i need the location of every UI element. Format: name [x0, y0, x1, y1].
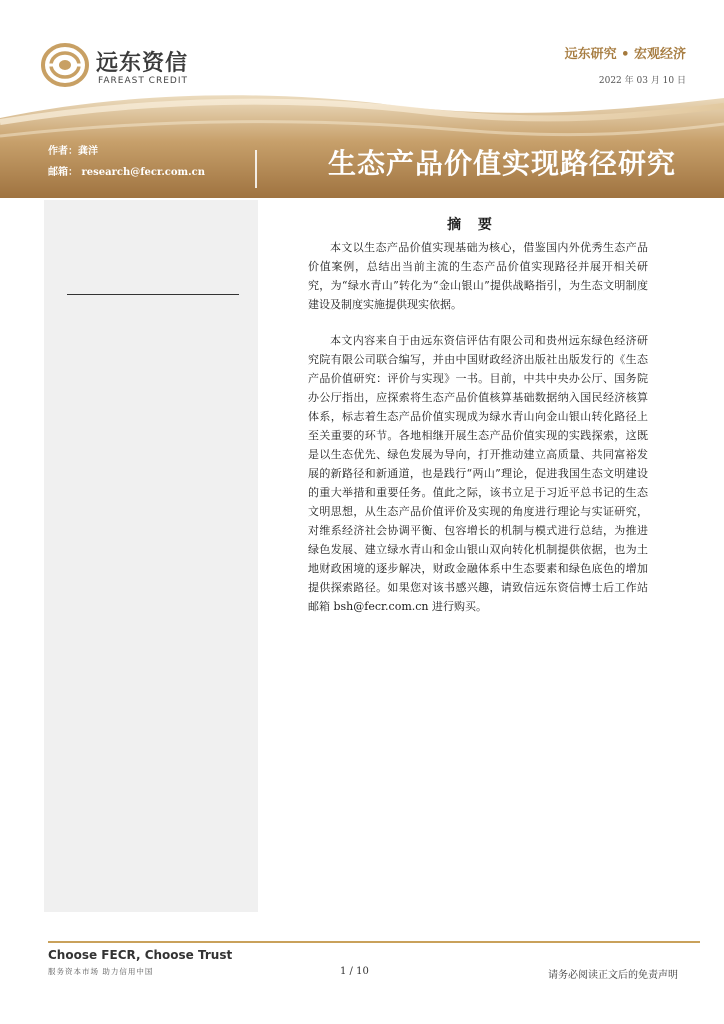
author-info	[48, 141, 205, 183]
sidebar-panel	[44, 200, 258, 912]
disclaimer-note: 请务必阅读正文后的免责声明	[548, 970, 678, 981]
abstract-paragraph-1: 本文以生态产品价值实现基础为核心，借鉴国内外优秀生态产品价值案例，总结出当前主流的生态产品价值实现路径并展开相关研究，为“绿水青山”转化为“金山银山”提供战略指引，为生态文明制度建设及制度实施提供现实依据。	[308, 241, 648, 311]
page-number: 1 / 10	[340, 966, 369, 977]
abstract-heading: 摘 要	[447, 217, 498, 233]
footer-rule	[48, 941, 700, 943]
sidebar-rule	[67, 294, 239, 295]
report-title: 生态产品价值实现路径研究	[327, 147, 676, 180]
report-date: 2022 年 03 月 10 日	[598, 76, 686, 86]
logo-english-name: FAREAST CREDIT	[98, 76, 188, 86]
author-email: 邮箱： research@fecr.com.cn	[48, 167, 205, 178]
footer-slogan: Choose FECR, Choose Trust	[48, 948, 233, 962]
report-series: 远东研究 • 宏观经济	[564, 47, 686, 62]
logo-chinese-name: 远东资信	[96, 51, 189, 76]
author-name: 作者：龚洋	[48, 146, 98, 157]
banner-divider	[255, 150, 257, 188]
logo	[40, 42, 200, 92]
footer-subslogan: 服务资本市场 助力信用中国	[48, 967, 154, 976]
abstract-paragraph-2: 本文内容来自于由远东资信评估有限公司和贵州远东绿色经济研究院有限公司联合编写，并由中国财政经济出版社出版发行的《生态产品价值研究：评价与实现》一书。目前，中共中央办公厅、国务院办公厅指出，应探索将生态产品价值核算基础数据纳入国民经济核算体系，标志着生态产品价值实现成为绿水青山向金山银山转化路径上至关重要的环节。各地相继开展生态产品价值实现的实践探索，这既是以生态优先、绿色发展为导向，打开推动建立高质量、共同富裕发展的新路径和新通道，也是践行“两山”理论，促进我国生态文明建设的重大举措和重要任务。值此之际，该书立足于习近平总书记的生态文明思想，从生态产品价值评价及实现的角度进行理论与实证研究，对维系经济社会协调平衡、包容增长的机制与模式进行总结，为推进绿色发展、建立绿水青山和金山银山双向转化机制提供依据，也为土地财政困境的逐步解决，财政金融体系中生态要素和绿色底色的增加提供探索路径。如果您对该书感兴趣，请致信远东资信博士后工作站邮箱 bsh@fecr.com.cn 进行购买。	[308, 334, 648, 613]
fareast-logo-icon	[40, 42, 90, 88]
